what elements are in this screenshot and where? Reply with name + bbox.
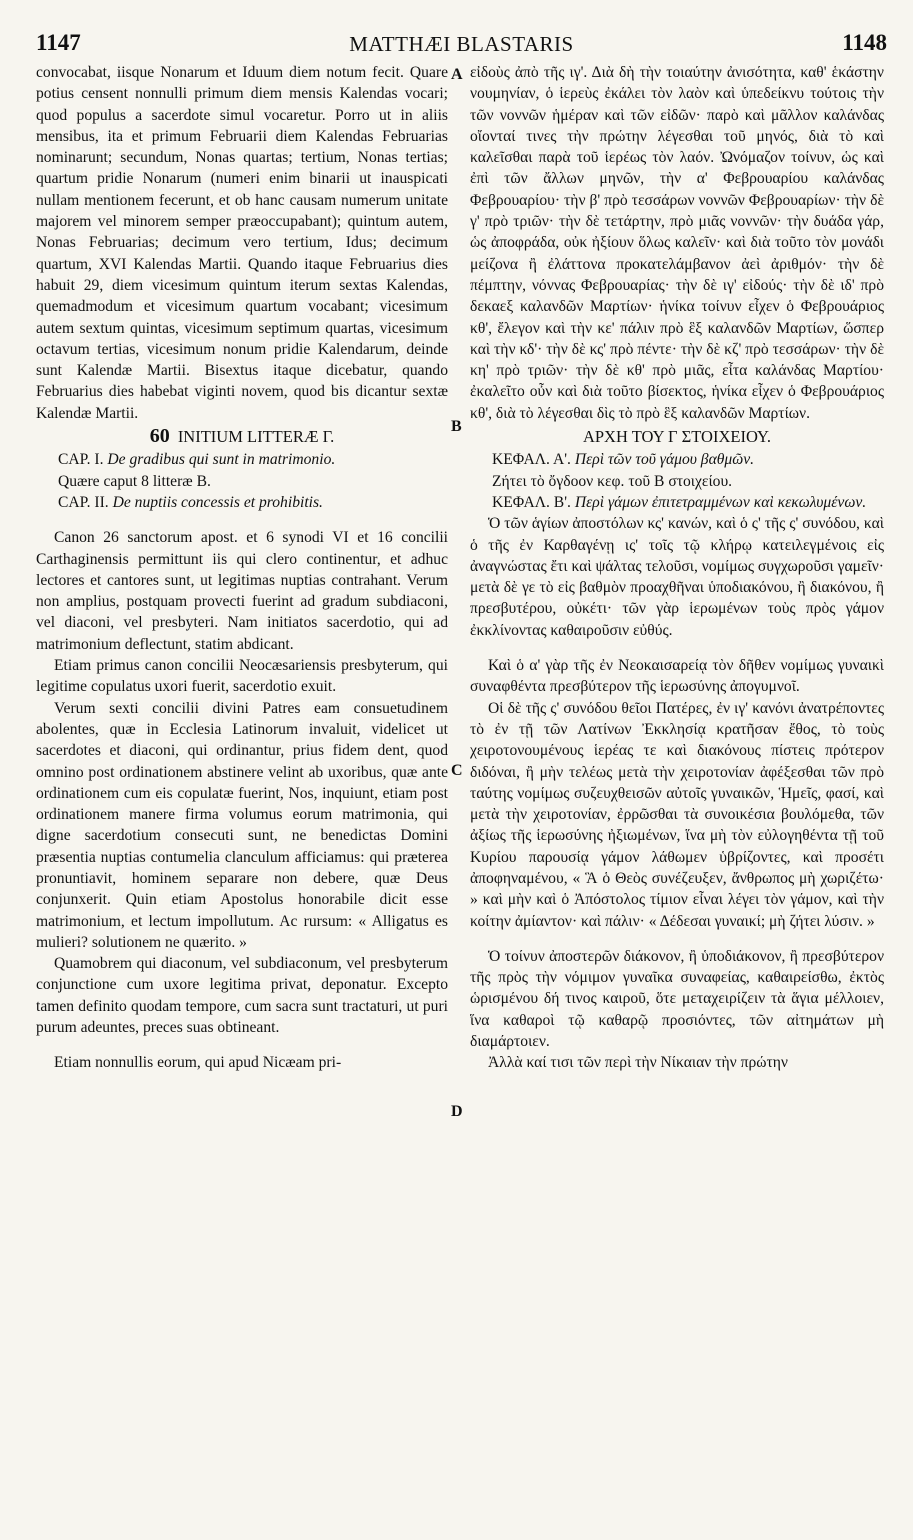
- greek-paragraph-1: εἰδοὺς ἀπὸ τῆς ιγ'. Διὰ δὴ τὴν τοιαύτην ἀνισότητα, καθ' ἑκάστην νουμηνίαν, ὁ ἱερεὺς ἐκάλει τὸν λαὸν καὶ ὑπεδείκνυ τούτοις τὴν τῶν νοννῶν ἡμέραν καὶ τῶν εἰδῶν· παρὸ καὶ μᾶλλον καλάνδας οἴονταί τινες τὴν πρώτην λέγεσθαι τοῦ μηνός, διὰ τὸ καὶ καλεῖσθαι παρὰ τοῦ ἱερέως τὸν λαόν. Ὠνόμαζον τοίνυν, ὡς καὶ ἐπὶ τῶν ἄλλων μηνῶν, τὴν α' Φεβρουαρίου καλάνδας Φεβρουαρίου· τὴν β' πρὸ τεσσάρων νοννῶν Φεβρουαρίων· τὴν δὲ γ' πρὸ τριῶν· τὴν δὲ τετάρτην, πρὸ μιᾶς νοννῶν· τὴν δυάδα γάρ, ὡς ἀποφράδα, οὐκ ἠξίουν ὅλως καλεῖν· καὶ διὰ τοῦτο τὸν μονάδι μείζονα ἢ ἐλάττονα προκατελάμβανον ἀεὶ ἀριθμόν· τὴν δὲ πέμπτην, νόννας Φεβρουαρίας· τὴν δὲ ιγ' εἰδούς· τὴν δὲ ιδ' πρὸ δεκαεξ καλανδῶν Μαρτίων· ἡνίκα τοίνυν εἶχεν ὁ Φεβρουάριος κθ', ἔλεγον καὶ τὴν κε' πάλιν πρὸ ἓξ καλανδῶν Μαρτίων, ὥσπερ καὶ τὴν κδ'· τὴν δὲ κς' πρὸ πέντε· τὴν δὲ κζ' πρὸ τεσσάρων· τὴν δὲ κη' πρὸ τριῶν· τὴν δὲ κθ' πρὸ μιᾶς, εἶτα καλάνδας Μαρτίου· ἐκαλεῖτο οὖν καὶ διὰ τοῦτο βίσεκτος, ἡνίκα εἶχεν ὁ Φεβρουάριος κθ', διὰ τὸ λέγεσθαι δὶς τὸ πρὸ ἓξ καλανδῶν Μαρτίων.: [470, 64, 884, 422]
- section-number: 60: [149, 425, 170, 448]
- latin-cap1-label: CAP. I.: [58, 451, 104, 469]
- latin-cap1-heading: [36, 449, 448, 470]
- greek-cap1-title: Περὶ τῶν τοῦ γάμου βαθμῶν.: [574, 451, 755, 469]
- greek-paragraph-5: Ὁ τοίνυν ἀποστερῶν διάκονον, ἢ ὑποδιάκονον, ἢ πρεσβύτερον τῆς πρὸς τὴν νόμιμον γυναῖκα συναφείας, καθαιρείσθω, ἐκτὸς ὡρισμένου δή τινος καιροῦ, ὅτε μεταχειρίζειν τὰ ἅγια μέλλοιεν, ἵνα καθαροὶ τῷ καθαρῷ προσιόντες, τῶν αἰτημάτων μὴ διαμάρτοιεν.: [470, 947, 884, 1051]
- latin-column: [36, 62, 448, 1074]
- latin-paragraph-6: Etiam nonnullis eorum, qui apud Nicæam pri-: [54, 1054, 342, 1072]
- greek-paragraph-3: Καὶ ὁ α' γὰρ τῆς ἐν Νεοκαισαρείᾳ τὸν δῆθεν νομίμως γυναικὶ συναφθέντα πρεσβύτερον τῆς ἱερωσύνης ἀπογυμνοῖ.: [470, 657, 884, 696]
- running-title: MATTHÆI BLASTARIS: [349, 32, 574, 56]
- latin-cap1-title: De gradibus qui sunt in matrimonio.: [107, 451, 336, 469]
- page-number-left: 1147: [36, 30, 81, 55]
- greek-cap1-ref: Ζήτει τὸ ὄγδοον κεφ. τοῦ Β στοιχείου.: [492, 472, 733, 490]
- greek-column: [470, 62, 884, 1074]
- latin-paragraph-1: convocabat, iisque Nonarum et Iduum diem notum fecit. Quare potius censent nonnulli primum diem mensis Kalendas vocari; quod populus a sacerdote simul vocaretur. Porro ut in aliis mensibus, ita et primum Februarii diem Kalendas Februarias nominarunt; secundum, Nonas quartas; tertium, Nonas tertias; quartum pridie Nonarum (numeri enim binarii ut inauspicati nullam mentionem fecerunt, et ob hanc causam numerum unitate majorem vel minorem semper præoccupabant); quintum autem, Nonas Februarias; decimum vero tertium, Idus; decimum quartum, XVI Kalendas Martii. Quando itaque Februarius dies habuit 29, diem vicesimum quintum iterum sextas Kalendas, quemadmodum et vicesimum quartum vocabant; vicesimum autem sextum quintas, vicesimum septimum quartas, vicesimum octavum tertias, vicesimum nonum pridie Kalendarum, deinde sunt Kalendæ Martii. Bisextus itaque dicebatur, quando Februarius dies habebat viginti novem, quod bis dicantur sextæ Kalendæ Martii.: [36, 64, 448, 422]
- greek-cap2-heading: [470, 492, 884, 513]
- greek-cap2-label: ΚΕΦΑΛ. Β'.: [492, 493, 571, 511]
- latin-paragraph-5: Quamobrem qui diaconum, vel subdiaconum, vel presbyterum conjunctione cum uxore legitima privat, deponatur. Excepto tamen definito quodam tempore, cum sacra sunt tractaturi, ut puri purum adeuntes, preces suas obtineant.: [36, 955, 448, 1037]
- greek-paragraph-2: Ὁ τῶν ἁγίων ἀποστόλων κς' κανών, καὶ ὁ ς' τῆς ς' συνόδου, καὶ ὁ τῆς ἐν Καρθαγένῃ ις' τοῖς τῷ κλήρῳ κατειλεγμένοις εἰς ἀναγνώστας ἔτι καὶ ψάλτας τελοῦσι, νομίμως συγχωροῦσι γαμεῖν· μετὰ δὲ γε τὸ εἰς βαθμὸν προαχθῆναι ὑποδιακόνου, ἢ διακόνου, ἢ πρεσβυτέρου, οὐκέτι· τῶν γὰρ ἱερωμένων τοὺς πρὸς γάμον ἐκκλίνοντας καθαιροῦσιν εὐθύς.: [470, 515, 884, 639]
- greek-section-title: ΑΡΧΗ ΤΟΥ Γ ΣΤΟΙΧΕΙΟΥ.: [582, 427, 772, 447]
- latin-paragraph-3: Etiam primus canon concilii Neocæsariensis presbyterum, qui legitime copulatus uxori fuerit, sacerdotio exuit.: [36, 657, 448, 696]
- latin-cap2-label: CAP. II.: [58, 493, 109, 511]
- margin-marker-b: B: [451, 418, 462, 435]
- margin-marker-a: A: [451, 66, 463, 83]
- latin-paragraph-2: Canon 26 sanctorum apost. et 6 synodi VI et 16 concilii Carthaginensis permittunt iis qui clero continentur, et adhuc lectores et cantores sunt, ut legitimas nuptias contrahant. Verum non amplius, postquam provecti fuerint ad gradum subdiaconi, vel diaconi, vel presbyteri. Nam initiatos sacerdotio, qui ad matrimonium deflectunt, statim abdicant.: [36, 529, 448, 653]
- latin-cap2-heading: [36, 492, 448, 513]
- greek-cap1-heading: [470, 449, 884, 470]
- page-header: [36, 30, 887, 64]
- latin-section-heading: [36, 426, 448, 447]
- margin-marker-c: C: [451, 762, 463, 779]
- greek-cap2-title: Περὶ γάμων ἐπιτετραμμένων καὶ κεκωλυμένων.: [574, 493, 867, 511]
- latin-paragraph-4: Verum sexti concilii divini Patres eam consuetudinem abolentes, quæ in Ecclesia Latinorum invaluit, videlicet ut sacerdotes et diaconi, qui ordinantur, prius fidem dent, quod omnino post ordinationem abstinere velint ab uxoribus, quæ ante ordinationem cum eis copulatæ fuerint, Nos, inquiunt, etiam post ordinationem manere firma volumus eorum matrimonia, qui digne sacerdotium consecuti sunt, ne benedictas Domini præsentia nuptias contumelia clanculum afficiamus: qui præterea pronuntiavit, hominem separare non debere, quæ Deus conjunxerit. Quin etiam Apostolus honorabile dicit esse matrimonium, et lectum impollutum. Ac rursum: « Alligatus es mulieri? solutionem ne quærito. »: [36, 699, 448, 951]
- margin-marker-d: D: [451, 1103, 463, 1120]
- latin-cap1-ref: Quære caput 8 litteræ B.: [58, 472, 211, 490]
- page-number-right: 1148: [842, 30, 887, 55]
- latin-cap2-title: De nuptiis concessis et prohibitis.: [112, 493, 323, 511]
- greek-paragraph-4: Οἱ δὲ τῆς ς' συνόδου θεῖοι Πατέρες, ἐν ιγ' κανόνι ἀνατρέποντες τὸ ἐν τῇ τῶν Λατίνων Ἐκκλησίᾳ κρατῆσαν ἔθος, τὸ τοὺς χειροτονουμένους ἱερέας τε καὶ διακόνους πίστεις πρότερον διδόναι, ἢ μὴν τελέως μετὰ τὴν χειροτονίαν ἀφέξεσθαι τῶν πρὸ ταύτης νομίμως συζευχθεισῶν αὐτοῖς γυναικῶν, Ἡμεῖς, φασί, καὶ μετὰ τὴν χειροτονίαν, ἐρρῶσθαι τὰ συνοικέσια βουλόμεθα, τῶν ἀξίως τῆς ἱερωσύνης ἠξιωμένων, ἵνα μὴ τὸν εὐλογηθέντα τῇ τοῦ Κυρίου παρουσίᾳ γάμον λάθωμεν ὑβρίζοντες, καὶ προσέτι ἀποφηναμένου, « Ἃ ὁ Θεὸς συνέζευξεν, ἄνθρωπος μὴ χωριζέτω· » καὶ μὴν καὶ ὁ Ἀπόστολος τίμιον εἶναι λέγει τὸν γάμον, καὶ τὴν κοίτην ἀμίαντον· καὶ πάλιν· « Δέδεσαι γυναικί; μὴ ζήτει λύσιν. »: [470, 699, 884, 930]
- latin-section-title: INITIUM LITTERÆ Γ.: [177, 427, 335, 447]
- greek-paragraph-6: Ἀλλὰ καί τισι τῶν περὶ τὴν Νίκαιαν τὴν πρώτην: [488, 1054, 788, 1072]
- greek-cap1-label: ΚΕΦΑΛ. Α'.: [492, 451, 571, 469]
